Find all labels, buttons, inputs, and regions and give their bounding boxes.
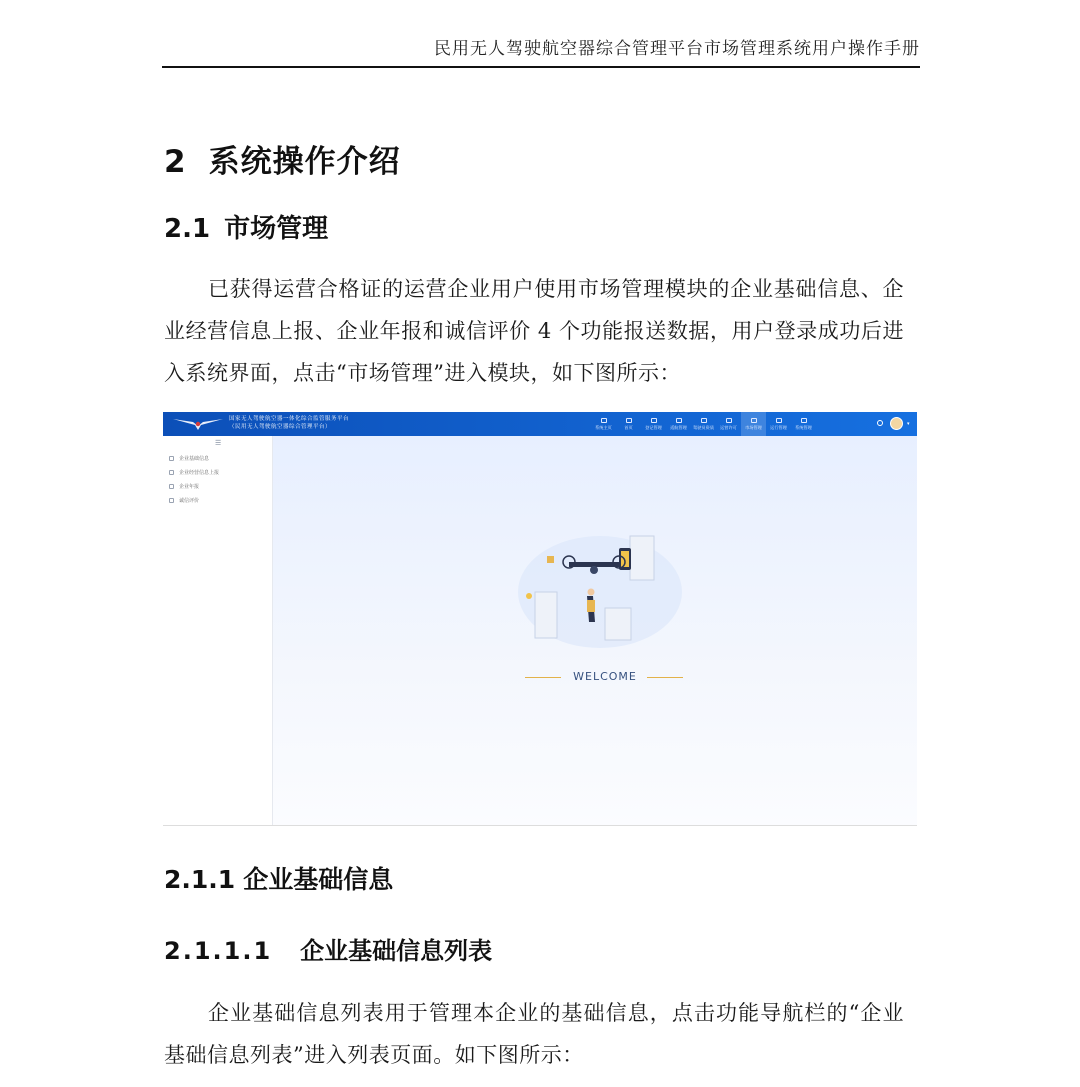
subsubsection-heading [164,931,492,966]
nav-label: 市场管理 [745,424,762,430]
sidebar [163,436,273,826]
home-icon [626,418,632,423]
platform-brand [229,415,349,431]
sidebar-item-label: 企业年报 [179,483,200,490]
monitor-icon [601,418,607,423]
nav-item-operations[interactable] [766,412,791,436]
search-icon[interactable] [877,420,883,426]
subsection-number: 2.1.1 [164,865,236,894]
top-nav [591,412,816,436]
sidebar-item-annual-report[interactable] [167,479,267,493]
welcome-left-rule [525,677,561,678]
welcome-text: WELCOME [573,670,637,683]
sidebar-item-label: 企业基础信息 [179,455,210,462]
subsection-heading [164,860,393,896]
header-rule [162,66,920,68]
subsubsection-title: 企业基础信息列表 [300,937,493,965]
airworthiness-icon [676,418,682,423]
nav-item-system[interactable] [791,412,816,436]
nav-label: 系统管理 [795,424,812,430]
nav-item-registration[interactable] [641,412,666,436]
chevron-down-icon[interactable]: ▾ [907,421,910,427]
nav-label: 首页 [624,424,633,430]
nav-label: 运行管理 [770,424,787,430]
document-icon [169,470,174,475]
nav-label: 登记管理 [645,424,662,430]
document-icon [169,498,174,503]
sidebar-item-label: 诚信评价 [179,497,200,504]
welcome-right-rule [647,677,683,678]
section-number: 2.1 [164,214,211,244]
platform-logo-icon [173,416,223,432]
system-icon [801,418,807,423]
chapter-number: 2 [164,144,187,180]
nav-label: 适航管理 [670,424,687,430]
nav-item-operation-license[interactable] [716,412,741,436]
nav-item-market-management[interactable] [741,412,766,436]
menu-toggle-icon[interactable]: ☰ [215,439,222,447]
running-header: 民用无人驾驶航空器综合管理平台市场管理系统用户操作手册 [434,39,920,59]
sidebar-item-credit-evaluation[interactable] [167,493,267,507]
list-icon [169,484,174,489]
avatar[interactable] [890,417,903,430]
document-icon [169,456,174,461]
nav-item-home[interactable] [616,412,641,436]
sidebar-menu [167,451,267,507]
nav-item-airworthiness[interactable] [666,412,691,436]
nav-item-pilot[interactable] [691,412,716,436]
nav-label: 运营许可 [720,424,737,430]
nav-label: 驾驶员资质 [693,424,714,430]
top-bar [163,412,917,436]
subsubsection-number: 2.1.1.1 [164,937,273,965]
system-screenshot [163,412,917,826]
license-icon [726,418,732,423]
subsection-title: 企业基础信息 [243,865,394,894]
chapter-title: 系统操作介绍 [208,144,401,180]
brand-line-1: 国家无人驾驶航空器一体化综合监管服务平台 [229,416,350,422]
sidebar-item-enterprise-basic-info[interactable] [167,451,267,465]
welcome-illustration [515,522,685,652]
operations-icon [776,418,782,423]
market-icon [751,418,757,423]
list-paragraph: 企业基础信息列表用于管理本企业的基础信息，点击功能导航栏的“企业基础信息列表”进入列表页面。如下图所示： [164,1001,904,1067]
sidebar-item-business-report[interactable] [167,465,267,479]
nav-item-home-system[interactable] [591,412,616,436]
main-content [273,436,917,826]
intro-paragraph: 已获得运营合格证的运营企业用户使用市场管理模块的企业基础信息、企业经营信息上报、企业年报和诚信评价 4 个功能报送数据，用户登录成功后进入系统界面，点击“市场管理”进入模块，如下图所示： [164,277,904,385]
section-title: 市场管理 [224,214,329,244]
nav-label: 系统主页 [595,424,612,430]
register-icon [651,418,657,423]
chapter-heading [164,136,401,181]
pilot-icon [701,418,707,423]
section-heading [164,208,328,245]
brand-line-2: （民用无人驾驶航空器综合管理平台） [229,424,332,430]
sidebar-item-label: 企业经营信息上报 [179,469,220,476]
